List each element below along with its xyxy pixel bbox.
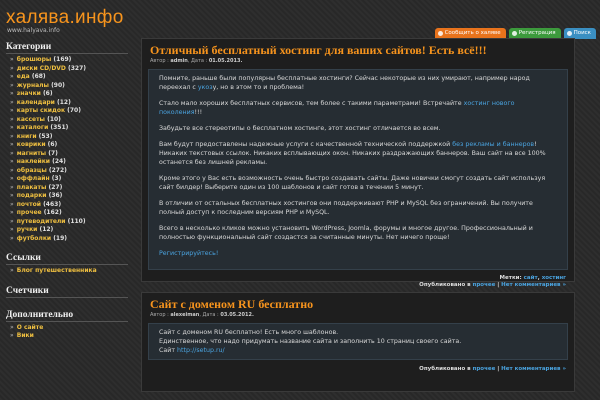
sidebar xyxy=(6,42,128,351)
category-item[interactable]: » каталоги (351) xyxy=(10,124,69,131)
category-item[interactable]: » диски CD/DVD (327) xyxy=(10,64,87,72)
category-item[interactable]: » журналы (90) xyxy=(10,81,65,89)
search-label: Поиск xyxy=(573,30,591,36)
post-comments-link[interactable]: Нет комментариев » xyxy=(501,366,566,372)
category-item[interactable]: » наклейки (24) xyxy=(10,158,66,165)
post-category-link[interactable]: прочее xyxy=(472,366,496,372)
post-free-ru-domain xyxy=(141,292,575,392)
counters-heading: Счетчики xyxy=(6,286,128,298)
post-footer: Опубликовано в прочее | Нет комментариев » xyxy=(419,366,566,372)
category-item[interactable]: » значки (6) xyxy=(10,90,53,97)
category-item[interactable]: » магниты (7) xyxy=(10,149,58,157)
post-body: Помните, раньше были популярны бесплатные хостинги? Сейчас некоторые из них умирают, например народ переехал с укозу, но в этом то и проблема! Стало мало хороших бесплатных сервисов, тем более с такими параметрами! Встречайте хостинг нового поколения!!! Забудьте все стереотипы о бесплатном хостинге, этот хостинг отличается во всем. Вам будут предоставлены надежные услуги с качественной технической поддержкой без рекламы и баннеров! Никаких текстовых ссылок. Никаких всплывающих окон. Никаких раздражающих баннеров. Ваш сайт на все 100% останется без лишней рекламы. Кроме этого у Вас есть возможность очень быстро создавать сайты. Даже новички смогут создать сайт используя сайт билдер! Выберите один из 100 шаблонов и сайт готов в течении 5 минут. В отличии от остальных бесплатных хостингов они поддерживают PHP и MySQL без ограничений. Вы получите полный доступ к последним версиям PHP и MySQL. Всего в несколько кликов можно установить WordPress, Joomla, форумы и многое другое. Профессиональный и полностью функциональный сайт создастся за считанные минуты. Нет ничего проще! Регистрируйтесь! xyxy=(148,69,568,270)
post-comments-link[interactable]: Нет комментариев » xyxy=(501,282,566,288)
tag-hosting[interactable]: хостинг xyxy=(541,275,566,281)
post-author: alexeiman xyxy=(170,312,200,318)
register-link[interactable]: Регистрируйтесь! xyxy=(159,250,219,257)
new-hosting-link[interactable]: хостинг нового поколения xyxy=(159,100,515,116)
links-heading: Ссылки xyxy=(6,253,128,265)
site-logo[interactable] xyxy=(6,8,124,34)
search-icon xyxy=(567,31,572,36)
post-tags: Метки: сайт, хостинг xyxy=(499,275,566,281)
setup-ru-link[interactable]: http://setup.ru/ xyxy=(177,347,225,354)
tag-site[interactable]: сайт xyxy=(523,275,538,281)
post-footer: Опубликовано в прочее | Нет комментариев » xyxy=(419,282,566,288)
post-title[interactable]: Отличный бесплатный хостинг для ваших сайтов! Есть всё!!! xyxy=(150,43,487,57)
ucoz-link[interactable]: укоз xyxy=(197,84,213,91)
extra-list xyxy=(6,324,128,341)
post-category-link[interactable]: прочее xyxy=(472,282,496,288)
logo-title[interactable]: халява.инфо xyxy=(6,7,124,28)
category-item[interactable]: » оффлайн (3) xyxy=(10,175,62,182)
categories-list xyxy=(6,56,128,243)
category-item[interactable]: » ручки (12) xyxy=(10,226,54,233)
post-title[interactable]: Сайт с доменом RU бесплатно xyxy=(150,297,314,311)
mail-icon xyxy=(438,31,443,36)
category-item[interactable]: » еда (68) xyxy=(10,73,46,80)
category-item[interactable]: » путеводители (110) xyxy=(10,217,86,225)
post-body: Сайт с доменом RU бесплатно! Есть много шаблонов. Единственное, что надо придумать название сайта и заполнить 10 страниц своего сайта. Сайт http://setup.ru/ xyxy=(148,323,568,360)
user-icon xyxy=(512,31,517,36)
category-item[interactable]: » почтой (463) xyxy=(10,200,62,208)
category-item[interactable]: » прочее (162) xyxy=(10,209,62,216)
category-item[interactable]: » брошюры (169) xyxy=(10,56,72,63)
sidebar-link-about[interactable]: » О сайте xyxy=(10,323,44,331)
links-list xyxy=(6,267,128,276)
register-label: Регистрация xyxy=(518,30,556,36)
post-date: 01.05.2013. xyxy=(208,58,243,64)
sidebar-link-wiki[interactable]: » Вики xyxy=(10,332,34,339)
categories-heading: Категории xyxy=(6,42,128,54)
category-item[interactable]: » календари (12) xyxy=(10,98,71,106)
category-item[interactable]: » книги (53) xyxy=(10,132,53,140)
category-item[interactable]: » карты скидок (70) xyxy=(10,107,81,114)
report-freebie-label: Сообщить о халяве xyxy=(444,30,501,36)
category-item[interactable]: » плакаты (27) xyxy=(10,183,63,191)
sidebar-link-travel-blog[interactable]: » Блог путешественника xyxy=(10,267,97,274)
post-meta: Автор : alexeiman, Дата : 03.05.2012. xyxy=(150,312,254,318)
post-author: admin xyxy=(170,58,188,64)
category-item[interactable]: » кассеты (10) xyxy=(10,115,61,123)
extra-heading: Дополнительно xyxy=(6,310,128,322)
logo-subtitle: www.halyava.info xyxy=(7,27,60,34)
category-item[interactable]: » подарки (36) xyxy=(10,192,63,199)
post-date: 03.05.2012. xyxy=(220,312,254,318)
post-free-hosting xyxy=(141,38,575,288)
category-item[interactable]: » коврики (6) xyxy=(10,141,58,148)
no-ads-link[interactable]: без рекламы и баннеров xyxy=(452,141,535,148)
category-item[interactable]: » образцы (272) xyxy=(10,166,67,174)
post-meta: Автор : admin, Дата : 01.05.2013. xyxy=(150,58,243,64)
category-item[interactable]: » футболки (19) xyxy=(10,234,68,242)
